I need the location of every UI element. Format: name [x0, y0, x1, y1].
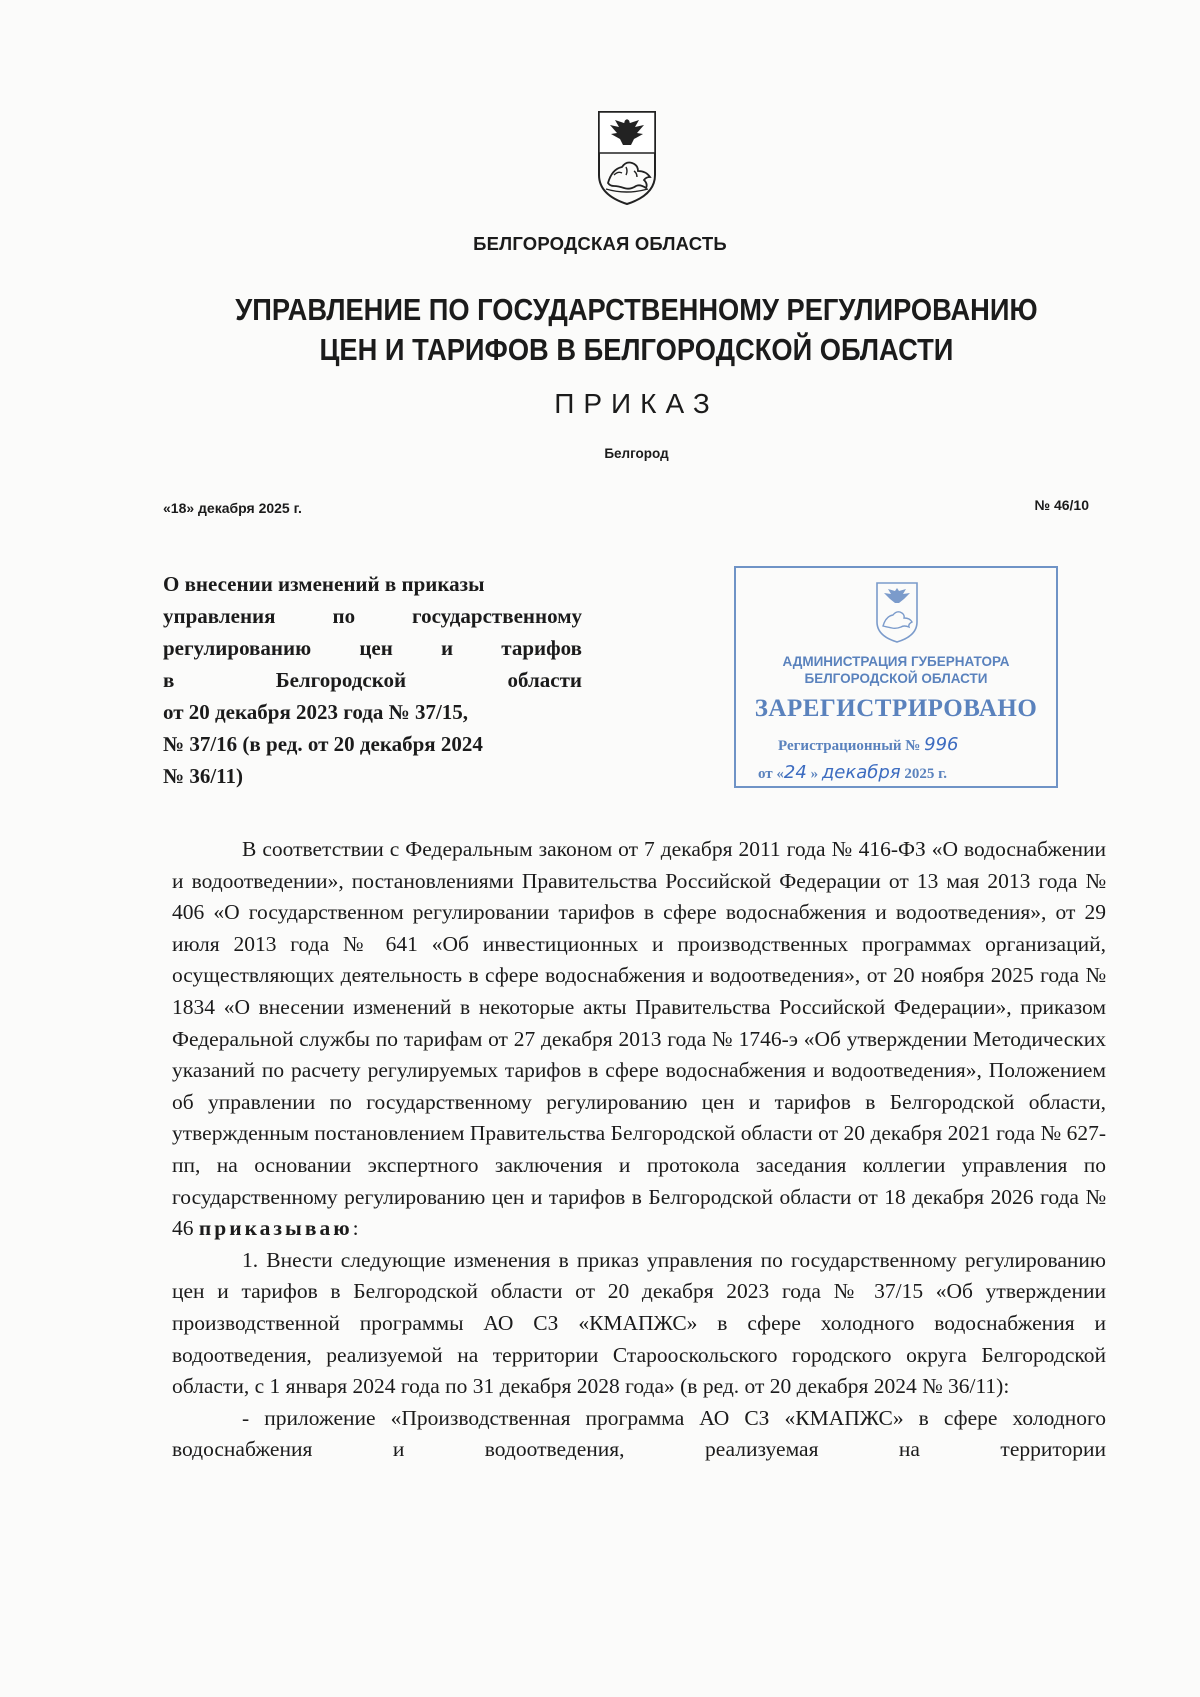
stamp-authority-line-1: АДМИНИСТРАЦИЯ ГУБЕРНАТОРА — [782, 654, 1010, 669]
registration-stamp — [734, 566, 1058, 788]
decree-word: приказываю — [198, 1216, 353, 1241]
item-1-paragraph: 1. Внести следующие изменения в приказ управления по государственному регулированию цен и тарифов в Белгородской области от 20 декабря 2023 года № 37/15 «Об утверждении производственной программы АО СЗ «КМАПЖС» в сфере холодного водоснабжения и водоотведения, реализуемой на территории Старооскольского городского округа Белгородской области, с 1 января 2024 года по 31 декабря 2028 года» (в ред. от 20 декабря 2024 № 36/11): — [172, 1247, 1106, 1399]
document-type-title: ПРИКАЗ — [554, 388, 719, 419]
order-subject — [163, 568, 582, 792]
stamp-status: ЗАРЕГИСТРИРОВАНО — [754, 695, 1038, 722]
subject-line: № 36/11) — [163, 764, 244, 788]
order-number: № 46/10 — [1034, 497, 1089, 513]
stamp-reg-label: Регистрационный № — [778, 738, 921, 754]
subject-line: управления по государственному — [163, 604, 582, 628]
coat-of-arms-emblem — [596, 109, 658, 207]
stamp-date-day: 24 — [783, 762, 807, 783]
order-date: «18» декабря 2025 г. — [163, 500, 302, 516]
stamp-date-prefix: от « — [758, 766, 784, 782]
stamp-emblem-icon — [874, 580, 920, 644]
preamble-paragraph — [172, 834, 1106, 1245]
subject-line: от 20 декабря 2023 года № 37/15, — [163, 700, 469, 724]
region-title: БЕЛГОРОДСКАЯ ОБЛАСТЬ — [473, 233, 727, 254]
agency-name — [76, 290, 1196, 370]
city-label: Белгород — [604, 446, 669, 461]
stamp-authority-line-2: БЕЛГОРОДСКОЙ ОБЛАСТИ — [804, 671, 988, 686]
agency-name-line-1: УПРАВЛЕНИЕ ПО ГОСУДАРСТВЕННОМУ РЕГУЛИРОВАНИЮ — [235, 292, 1038, 327]
agency-name-line-2: ЦЕН И ТАРИФОВ В БЕЛГОРОДСКОЙ ОБЛАСТИ — [319, 332, 954, 367]
subject-line: № 37/16 (в ред. от 20 декабря 2024 — [163, 732, 483, 756]
stamp-reg-number: 996 — [924, 734, 959, 755]
subject-line: в Белгородской области — [163, 668, 582, 692]
preamble-text: В соответствии с Федеральным законом от 7 декабря 2011 года № 416-ФЗ «О водоснабжении и водоотведении», постановлениями Правительства Российской Федерации от 13 мая 2013 года № 406 «О государственном регулировании тарифов в сфере водоснабжения и водоотведения», от 29 июля 2013 года № 641 «Об инвестиционных и производственных программах организаций, осуществляющих деятельность в сфере водоснабжения и водоотведения», от 20 ноября 2025 года № 1834 «О внесении изменений в некоторые акты Правительства Российской Федерации», приказом Федеральной службы по тарифам от 27 декабря 2013 года № 1746-э «Об утверждении Методических указаний по расчету регулируемых тарифов в сфере водоснабжения и водоотведения», Положением об управлении по государственному регулированию цен и тарифов в Белгородской области, утвержденным постановлением Правительства Белгородской области от 20 декабря 2021 года № 627-пп, на основании экспертного заключения и протокола заседания коллегии управления по государственному регулированию цен и тарифов в Белгородской области от 18 декабря 2026 года № 46 — [172, 837, 1106, 1241]
decree-tail: : — [352, 1216, 359, 1241]
stamp-date-month: декабря — [821, 762, 901, 783]
order-body — [172, 834, 1106, 1466]
item-1-subparagraph: - приложение «Производственная программа АО СЗ «КМАПЖС» в сфере холодного водоснабжения и водоотведения, реализуемая на территории — [172, 1405, 1106, 1462]
stamp-date — [758, 762, 947, 783]
stamp-date-mid: » — [810, 766, 819, 782]
subject-line: О внесении изменений в приказы — [163, 572, 485, 596]
subject-line: регулированию цен и тарифов — [163, 636, 582, 660]
stamp-date-year: 2025 г. — [904, 766, 947, 782]
stamp-registration — [778, 734, 959, 755]
